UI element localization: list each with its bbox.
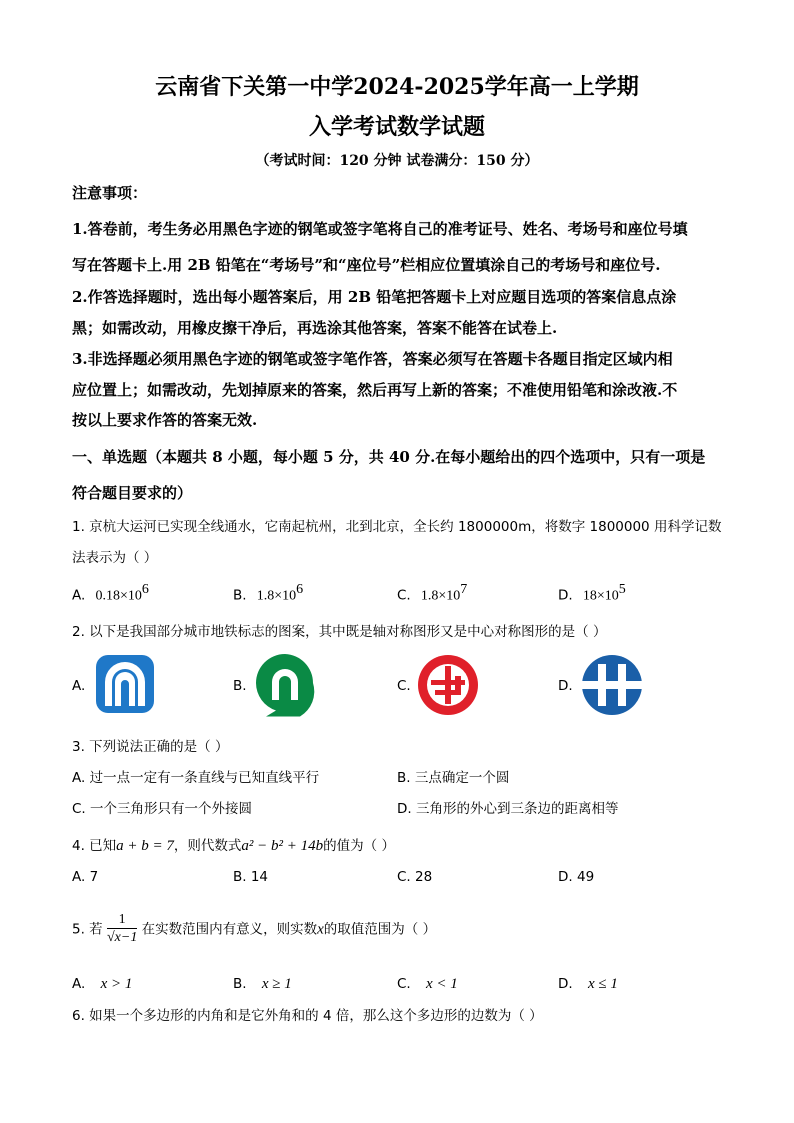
question-4-option-b: B. 14 [233,869,269,885]
fraction-expression: $\frac{1}{√x-1}$ [106,912,138,945]
question-1-option-c: C. $1.8\times 10^7$ [397,582,468,604]
section-heading: 一、单选题（本题共 8 小题，每小题 5 分，共 40 分.在每小题给出的四个选项中，只有一项是 [72,448,706,466]
notice-line: 2.作答选择题时，选出每小题答案后，用 2B 铅笔把答题卡上对应题目选项的答案信息点涂 [72,288,677,306]
notice-line: 按以上要求作答的答案无效. [72,411,258,429]
question-2-stem: 2. 以下是我国部分城市地铁标志的图案，其中既是轴对称图形又是中心对称图形的是（ ） [72,624,607,640]
question-5-option-d: D. x ≤ 1 [558,976,618,992]
question-4-option-d: D. 49 [558,869,595,885]
notice-line: 黑；如需改动，用橡皮擦干净后，再选涂其他答案，答案不能答在试卷上. [72,319,558,337]
question-2-option-c-label: C. [397,678,411,694]
metro-logo-a-icon [95,654,155,714]
question-3-stem: 3. 下列说法正确的是（ ） [72,739,229,755]
question-1-option-a: A. $0.18\times 10^6$ [72,582,149,604]
question-4-option-a: A. 7 [72,869,99,885]
question-1-option-d: D. $18\times 10^5$ [558,582,626,604]
question-2-option-a-label: A. [72,678,86,694]
question-3-option-a: A. 过一点一定有一条直线与已知直线平行 [72,770,320,786]
question-5-option-b: B. x ≥ 1 [233,976,292,992]
section-heading-cont: 符合题目要求的） [72,484,193,502]
exam-time-info: （考试时间：120 分钟 试卷满分：150 分） [255,153,539,169]
notice-line: 3.非选择题必须用黑色字迹的钢笔或签字笔作答，答案必须写在答题卡各题目指定区域内相 [72,350,673,368]
question-1-stem-cont: 法表示为（ ） [72,550,158,566]
question-6-stem: 6. 如果一个多边形的内角和是它外角和的 4 倍，那么这个多边形的边数为（ ） [72,1008,543,1024]
question-2-option-d-label: D. [558,678,573,694]
notice-line: 写在答题卡上.用 2B 铅笔在“考场号”和“座位号”栏相应位置填涂自己的考场号和座位号. [72,256,661,274]
question-5-stem: 5. 若 $\frac{1}{√x-1}$ 在实数范围内有意义，则实数x的取值范围为（ ） [72,912,437,945]
exam-title: 云南省下关第一中学2024-2025学年高一上学期 [155,74,639,100]
question-4-option-c: C. 28 [397,869,433,885]
notice-line: 应位置上；如需改动，先划掉原来的答案，然后再写上新的答案；不准使用铅笔和涂改液.不 [72,381,678,399]
metro-logo-b-icon [254,652,316,718]
question-5-option-c: C. x < 1 [397,976,458,992]
metro-logo-c-icon [417,654,479,716]
exam-subtitle-title: 入学考试数学试题 [308,114,485,140]
question-5-option-a: A. x > 1 [72,976,133,992]
question-1-option-b: B. $1.8\times 10^6$ [233,582,304,604]
question-3-option-b: B. 三点确定一个圆 [397,770,510,786]
notice-heading: 注意事项： [72,184,148,202]
notice-line: 1.答卷前，考生务必用黑色字迹的钢笔或签字笔将自己的准考证号、姓名、考场号和座位号填 [72,220,688,238]
question-1-stem: 1. 京杭大运河已实现全线通水，它南起杭州，北到北京，全长约 1800000m，将数字 1800000 用科学记数 [72,519,722,535]
question-4-stem: 4. 已知a + b = 7，则代数式a² − b² + 14b的值为（ ） [72,838,395,854]
question-2-option-b-label: B. [233,678,247,694]
question-3-option-d: D. 三角形的外心到三条边的距离相等 [397,801,619,817]
question-3-option-c: C. 一个三角形只有一个外接圆 [72,801,253,817]
metro-logo-d-icon [581,654,643,716]
